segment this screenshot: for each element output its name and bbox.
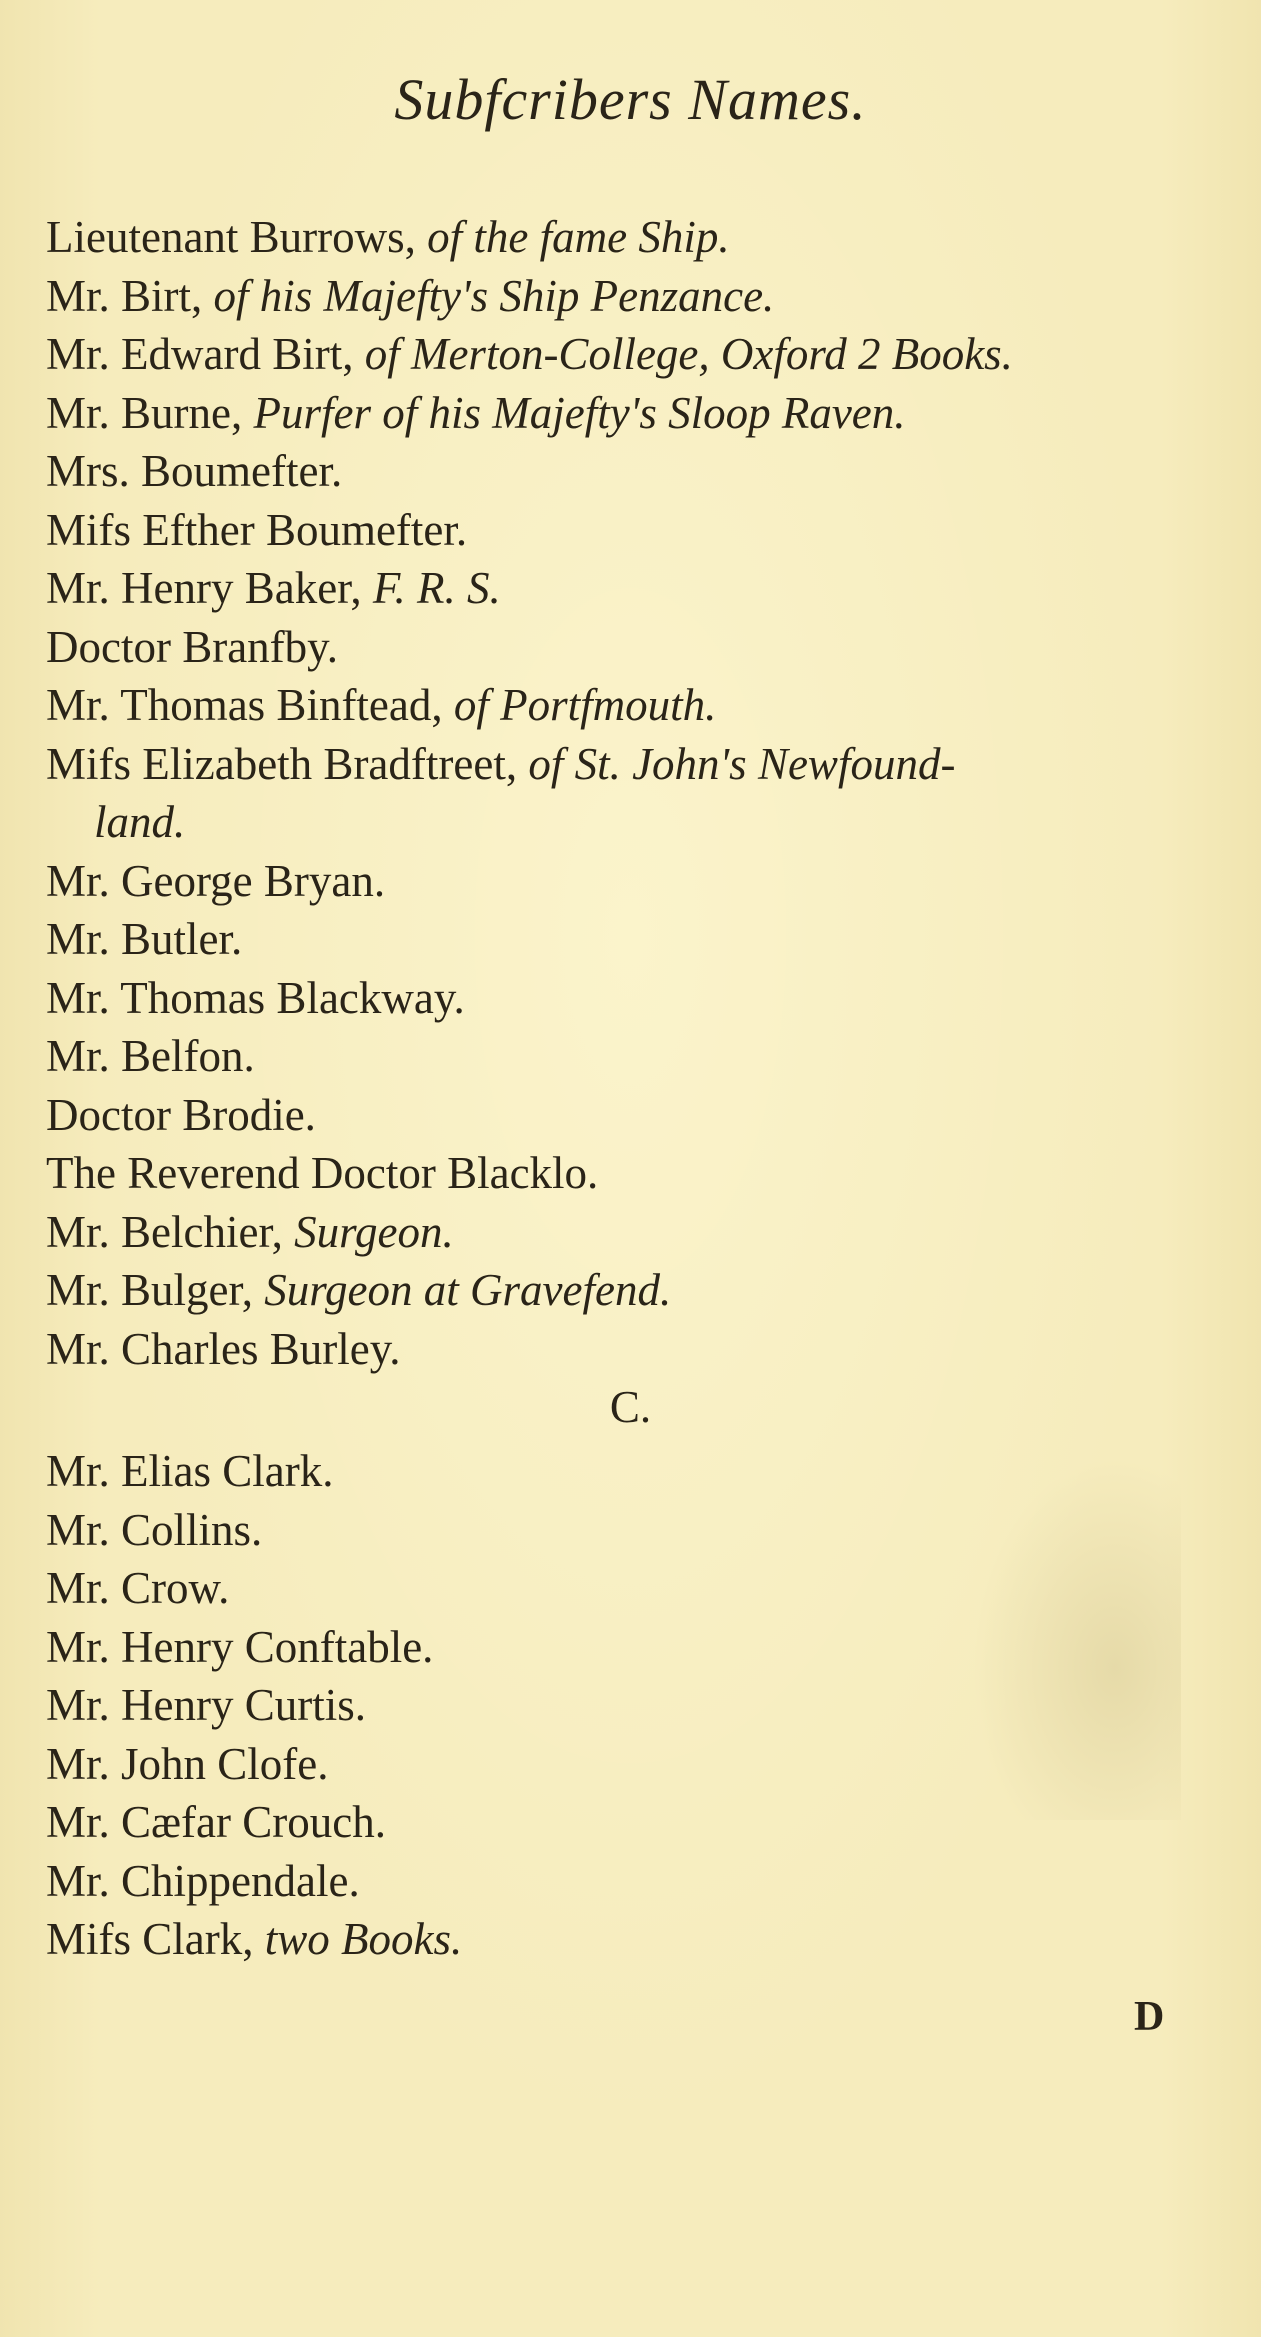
list-item: Mr. Collins. <box>46 1504 263 1555</box>
list-item: Doctor Brodie. <box>46 1089 316 1140</box>
list-item: Mr. Henry Conftable. <box>46 1621 434 1672</box>
list-item: Mr. Thomas Blackway. <box>46 972 465 1023</box>
list-item: Mr. Thomas Binftead, of Portfmouth. <box>46 680 717 730</box>
list-item: Doctor Branfby. <box>46 621 338 672</box>
list-item: The Reverend Doctor Blacklo. <box>46 1148 599 1198</box>
list-item: Mr. Butler. <box>46 914 243 964</box>
list-item: Mr. Belfon. <box>46 1031 255 1081</box>
list-item: Mr. Elias Clark. <box>46 1446 334 1496</box>
list-item: Mifs Efther Boumefter. <box>46 504 468 555</box>
list-item: Mifs Elizabeth Bradftreet, of St. John's Newfound- <box>46 738 956 789</box>
list-item: Mr. Henry Curtis. <box>46 1680 366 1730</box>
list-item: Mr. Edward Birt, of Merton-College, Oxford 2 Books. <box>46 329 1013 379</box>
page-heading: Subfcribers Names. <box>394 67 867 132</box>
list-item: Mr. Charles Burley. <box>46 1323 401 1374</box>
list-item: Mrs. Boumefter. <box>46 446 343 496</box>
list-item: Mr. Belchier, Surgeon. <box>46 1206 454 1257</box>
list-item: Mr. Birt, of his Majefty's Ship Penzance. <box>46 270 775 321</box>
list-item-continuation: land. <box>94 797 186 847</box>
list-item: Mr. Cæfar Crouch. <box>46 1797 386 1847</box>
list-item: Mifs Clark, two Books. <box>46 1914 463 1964</box>
list-item: Mr. Henry Baker, F. R. S. <box>46 563 501 613</box>
list-item: Mr. Crow. <box>46 1563 230 1613</box>
list-item: Mr. John Clofe. <box>46 1738 329 1789</box>
list-item: Mr. Bulger, Surgeon at Gravefend. <box>46 1265 672 1315</box>
catchword: D <box>1134 1994 1165 2040</box>
section-letter-c: C. <box>609 1382 652 1432</box>
subscriber-list-b <box>46 208 1226 1378</box>
list-item: Lieutenant Burrows, of the fame Ship. <box>46 212 730 262</box>
subscriber-list-c <box>46 1442 1226 1969</box>
list-item: Mr. George Bryan. <box>46 855 386 906</box>
list-item: Mr. Chippendale. <box>46 1855 360 1906</box>
list-item: Mr. Burne, Purfer of his Majefty's Sloop Raven. <box>46 387 906 438</box>
